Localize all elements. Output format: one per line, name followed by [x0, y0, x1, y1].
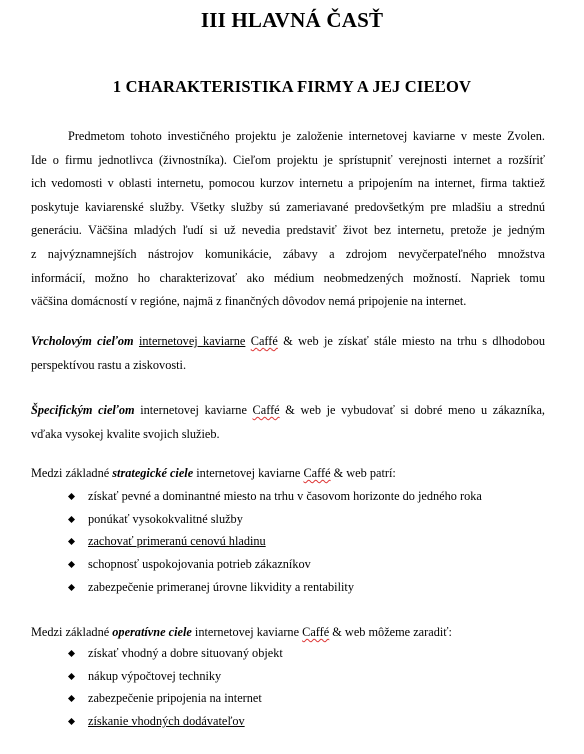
strategic-term: strategické ciele [112, 466, 194, 480]
chapter-heading: III HLAVNÁ ČASŤ [200, 8, 384, 32]
intro-line: generáciu. Väčšina mladých ľudí si už nevedia predstaviť život bez internetu, pretože je jedným [31, 223, 545, 238]
list-item: získať vhodný a dobre situovaný objekt [68, 642, 283, 665]
intro-line: informácií, možno ho charakterizovať ako médium neobmedzených možností. Napriek tomu [31, 270, 545, 285]
section-heading: 1 CHARAKTERISTIKA FIRMY A JEJ CIEĽOV [112, 77, 472, 96]
brand-name: Caffé [302, 625, 330, 639]
diamond-bullet-icon [68, 561, 75, 568]
list-item: zabezpečenie primeranej úrovne likvidity a rentability [68, 576, 482, 599]
list-item: zachovať primeranú cenovú hladinu [68, 530, 482, 553]
list-item: získanie vhodných dodávateľov [68, 710, 283, 733]
specific-goal-line2: vďaka vysokej kvalite svojich služieb. [31, 426, 220, 441]
list-item: zabezpečenie pripojenia na internet [68, 687, 283, 710]
intro-line: Predmetom tohoto investičného projektu je založenie internetovej kaviarne v meste Zvolen. [68, 129, 545, 143]
top-goal-line2: perspektívou rastu a ziskovosti. [31, 357, 187, 372]
top-goal-term: Vrcholovým cieľom [31, 334, 134, 348]
diamond-bullet-icon [68, 584, 75, 591]
list-item: nákup výpočtovej techniky [68, 665, 283, 688]
diamond-bullet-icon [68, 695, 75, 702]
specific-goal-term: Špecifickým cieľom [31, 403, 135, 417]
diamond-bullet-icon [68, 493, 75, 500]
operative-goals-list [68, 642, 283, 733]
intro-line: ich vedomosti v oblasti internetu, pomocou kurzov internetu a pripojením na internet, firma taktiež [31, 176, 545, 191]
top-goal-paragraph: Vrcholovým cieľom internetovej kaviarne Caffé & web je získať stále miesto na trhu s dlhodobou perspektívou rastu a ziskovosti. [31, 330, 545, 377]
brand-name: Caffé [252, 403, 280, 417]
list-item: schopnosť uspokojovania potrieb zákazníkov [68, 553, 482, 576]
list-item: ponúkať vysokokvalitné služby [68, 508, 482, 531]
intro-line: Ide o firmu jednotlivca (živnostníka). Cieľom projektu je sprístupniť verejnosti internet a rozšíriť [31, 152, 545, 167]
company-text: internetovej kaviarne [138, 334, 246, 348]
diamond-bullet-icon [68, 718, 75, 725]
diamond-bullet-icon [68, 516, 75, 523]
diamond-bullet-icon [68, 673, 75, 680]
operative-goals-intro: Medzi základné operatívne ciele internetovej kaviarne Caffé & web môžeme zaradiť: [31, 625, 452, 639]
diamond-bullet-icon [68, 650, 75, 657]
strategic-goals-intro: Medzi základné strategické ciele internetovej kaviarne Caffé & web patrí: [31, 466, 396, 480]
list-item: získať pevné a dominantné miesto na trhu v časovom horizonte do jedného roka [68, 485, 482, 508]
operative-term: operatívne ciele [112, 625, 192, 639]
intro-paragraph [31, 125, 545, 314]
intro-line: poskytuje kaviarenské služby. Všetky služby sú zameriavané predovšetkým pre mladšiu a strednú [31, 199, 545, 214]
intro-line: väčšina domácností v regióne, najmä z finančných dôvodov nemá pripojenie na internet. [31, 294, 467, 309]
specific-goal-paragraph: Špecifickým cieľom internetovej kaviarne Caffé & web je vybudovať si dobré meno u zákazníka, vďaka vysokej kvalite svojich služieb. [31, 399, 545, 446]
diamond-bullet-icon [68, 538, 75, 545]
brand-name: Caffé [303, 466, 331, 480]
intro-line: z najvýznamnejších nástrojov komunikácie, zábavy a zdrojom nevyčerpateľného množstva [31, 246, 545, 261]
brand-name: Caffé [250, 334, 278, 348]
strategic-goals-list [68, 485, 482, 599]
